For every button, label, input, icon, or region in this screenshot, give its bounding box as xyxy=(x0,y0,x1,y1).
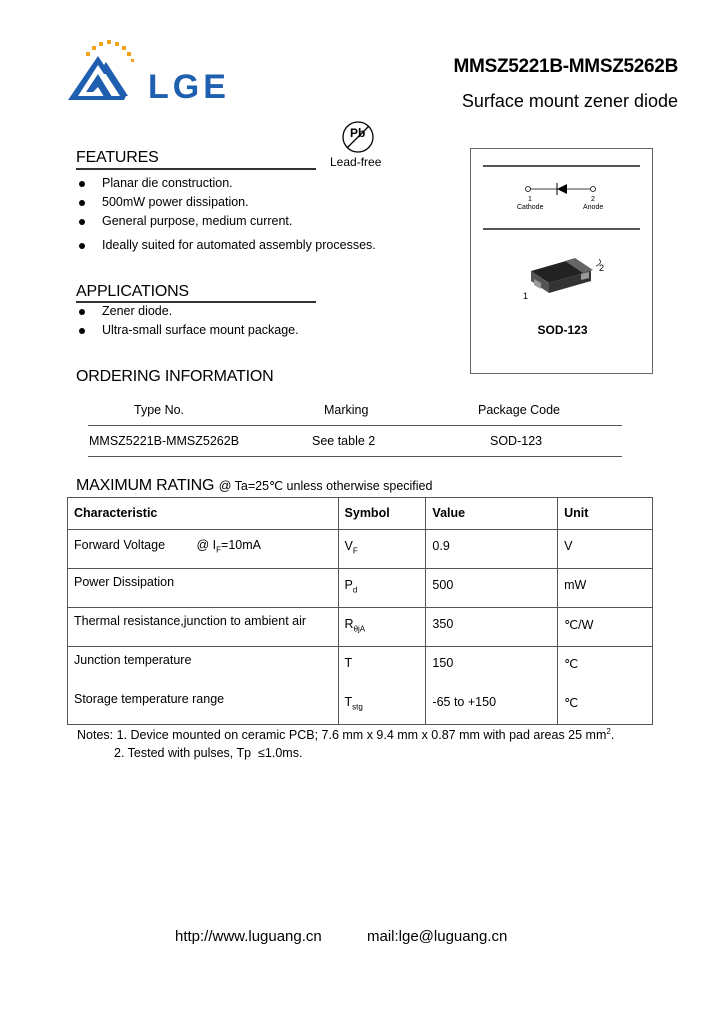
max-rating-heading: MAXIMUM RATING xyxy=(76,477,215,494)
symbol-sub: F xyxy=(352,546,358,556)
pin2-number: 2 xyxy=(591,196,595,203)
note-1-text: Notes: 1. Device mounted on ceramic PCB; 7.6 mm x 9.4 mm x 0.87 mm with pad areas 25 mm xyxy=(77,728,607,743)
ordering-divider-bottom xyxy=(88,456,622,457)
list-item: Ideally suited for automated assembly processes. xyxy=(77,238,376,257)
col-value: Value xyxy=(426,498,558,530)
symbol-sub: d xyxy=(352,585,358,595)
ordering-divider-top xyxy=(88,425,622,426)
char-cell: Power Dissipation xyxy=(68,569,339,608)
table-row xyxy=(68,530,653,569)
list-item: Planar die construction. xyxy=(77,176,376,195)
leadfree-symbol: Pb xyxy=(350,126,366,140)
package-box xyxy=(470,148,653,374)
col-symbol: Symbol xyxy=(338,498,426,530)
pin2-label: Anode xyxy=(583,204,604,211)
list-item: 500mW power dissipation. xyxy=(77,195,376,214)
char-cell: Storage temperature range xyxy=(68,686,339,725)
list-item: General purpose, medium current. xyxy=(77,214,376,238)
table-row xyxy=(68,608,653,647)
unit-cell: V xyxy=(558,530,653,569)
table-header-row xyxy=(68,498,653,530)
table-row xyxy=(68,686,653,725)
ordering-cell-marking: See table 2 xyxy=(312,434,376,448)
note-1 xyxy=(77,727,614,742)
symbol-sub: θjA xyxy=(353,624,366,634)
diode-symbol-icon xyxy=(471,179,654,219)
symbol-cell xyxy=(338,686,426,725)
company-logo xyxy=(66,38,242,104)
features-heading: FEATURES xyxy=(76,149,159,166)
applications-list xyxy=(77,304,299,342)
part-range-title: MMSZ5221B-MMSZ5262B xyxy=(453,56,678,77)
package-pin1-marker: 1 xyxy=(523,291,529,301)
symbol-text: T xyxy=(344,656,353,670)
symbol-sub: stg xyxy=(352,702,363,711)
ordering-cell-type: MMSZ5221B-MMSZ5262B xyxy=(89,434,240,448)
features-list xyxy=(77,176,376,257)
unit-cell: ℃ xyxy=(558,647,653,686)
table-row xyxy=(68,647,653,686)
package-pin2-marker: 2 xyxy=(599,263,605,273)
applications-heading: APPLICATIONS xyxy=(76,283,189,300)
col-unit: Unit xyxy=(558,498,653,530)
condition-suffix: =10mA xyxy=(221,538,262,552)
col-characteristic: Characteristic xyxy=(68,498,339,530)
features-divider xyxy=(76,168,316,170)
unit-cell: mW xyxy=(558,569,653,608)
symbol-sub: j xyxy=(352,663,354,673)
footer-email[interactable]: mail:lge@luguang.cn xyxy=(367,928,508,945)
footer-website[interactable]: http://www.luguang.cn xyxy=(175,928,322,945)
symbol-text: R xyxy=(344,617,354,631)
max-rating-table xyxy=(67,497,653,725)
symbol-cell xyxy=(338,647,426,686)
part-description: Surface mount zener diode xyxy=(461,91,678,111)
ordering-heading: ORDERING INFORMATION xyxy=(76,368,274,385)
leadfree-badge xyxy=(330,120,390,170)
sod123-package-icon xyxy=(471,249,654,309)
note-2: 2. Tested with pulses, Tp ≤1.0ms. xyxy=(114,746,303,760)
value-cell: 150 xyxy=(426,647,558,686)
condition-sub: F xyxy=(216,545,222,555)
symbol-text: V xyxy=(344,539,353,553)
char-cell: Junction temperature xyxy=(68,647,339,686)
note-1-end: . xyxy=(610,728,615,743)
symbol-cell xyxy=(338,569,426,608)
pin1-label: Cathode xyxy=(517,204,544,211)
value-cell: 0.9 xyxy=(426,530,558,569)
symbol-text: T xyxy=(344,694,353,709)
value-cell: 350 xyxy=(426,608,558,647)
unit-cell: ℃/W xyxy=(558,608,653,647)
ordering-cell-package: SOD-123 xyxy=(490,434,543,448)
symbol-cell xyxy=(338,608,426,647)
applications-divider xyxy=(76,301,316,303)
char-cell xyxy=(68,530,339,569)
value-cell: -65 to +150 xyxy=(426,686,558,725)
ordering-col-package: Package Code xyxy=(478,403,561,417)
char-text: Forward Voltage xyxy=(74,538,166,552)
pin1-number: 1 xyxy=(528,196,532,203)
leadfree-label: Lead-free xyxy=(330,155,382,169)
max-rating-condition: @ Ta=25℃ unless otherwise specified xyxy=(218,479,433,493)
ordering-col-marking: Marking xyxy=(324,403,369,417)
package-mid-line xyxy=(483,228,640,230)
list-item: Ultra-small surface mount package. xyxy=(77,323,299,342)
note-1-sup: 2 xyxy=(606,727,611,736)
unit-cell: ℃ xyxy=(558,686,653,725)
table-row xyxy=(68,569,653,608)
package-top-line xyxy=(483,165,640,167)
logo-text: LGE xyxy=(148,68,230,106)
list-item: Zener diode. xyxy=(77,304,299,323)
condition-text xyxy=(196,538,262,555)
value-cell: 500 xyxy=(426,569,558,608)
symbol-text: P xyxy=(344,578,353,592)
symbol-cell xyxy=(338,530,426,569)
max-rating-heading-line xyxy=(76,477,432,495)
ordering-col-type: Type No. xyxy=(134,403,185,417)
package-name: SOD-123 xyxy=(537,323,588,337)
condition-prefix: @ I xyxy=(196,538,217,552)
char-cell: Thermal resistance,junction to ambient air xyxy=(68,608,339,647)
